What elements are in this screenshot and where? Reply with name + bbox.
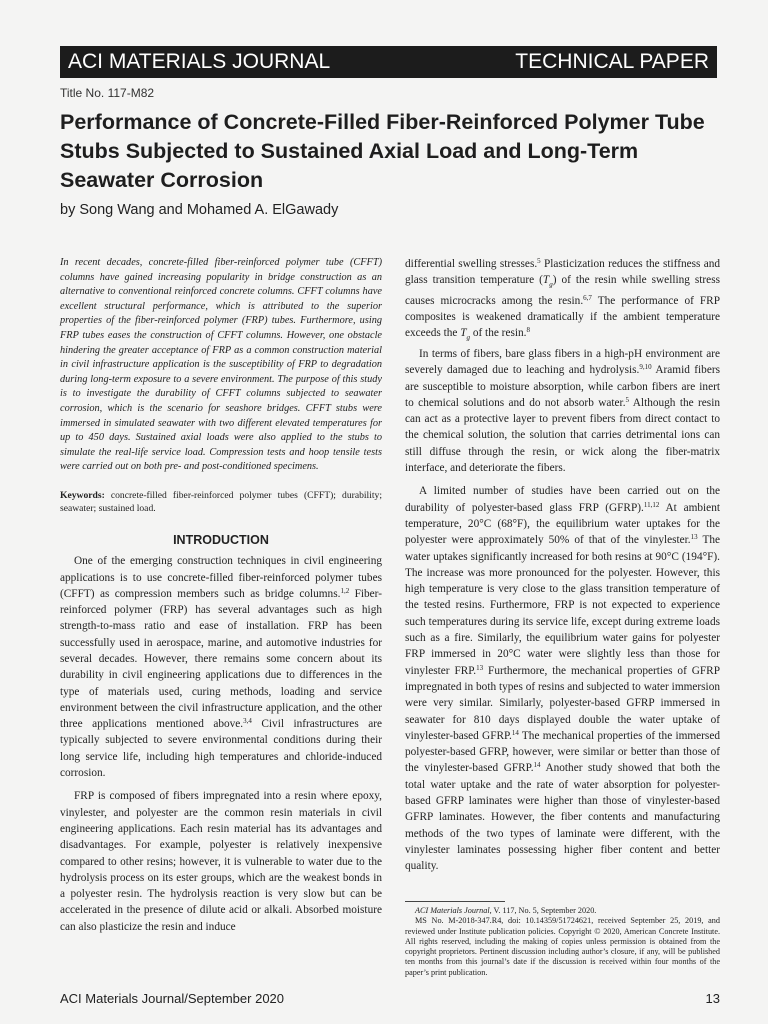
citation: 11,12 (643, 500, 660, 509)
footnote (405, 906, 720, 978)
keywords-text: concrete-filled fiber-reinforced polymer tubes (CFFT); durability; seawater; sustained load. (60, 489, 383, 514)
citation: 5 (625, 395, 630, 404)
intro-paragraph-1: One of the emerging construction techniques in civil engineering applications is to use concrete-filled fiber-reinforced polymer tubes (CFFT) as compression members such as bridge columns.$^{1,2}$ Fiber-reinforced polymer (FRP) has several advantages such as high strength-to-mass ratio and ease of installation. FRP has been successfully used in aerospace, marine, and automotive industries for several decades. However, there remains some concern about its durability in civil engineering applications due to differences in the type of materials used, curing methods, loading and service environment between the civil infrastructure application, and the other three applications mentioned above.$^{3,4}$ Civil infrastructures are typically subjected to severe environmental conditions during their long service life, including high temperatures and chloride-induced corrosion. (60, 555, 383, 780)
citation: 13 (476, 663, 484, 672)
journal-name: ACI MATERIALS JOURNAL (68, 50, 331, 73)
intro-paragraph-2: FRP is composed of fibers impregnated into a resin where epoxy, vinylester, and polyester are the common resin materials in civil engineering applications. Each resin material has its advantages and disadvantages. For example, polyester is relatively inexpensive compared to other resins; however, it is vulnerable to water due to the hydrolysis process on its ester groups, which are the weakest bonds in a polyester resin. The hydrolysis reaction is very slow but can be accelerated in the presence of dilute acid or alkali. Absorbed moisture can also plasticize the resin and induce (60, 790, 382, 933)
citation: 8 (526, 326, 530, 335)
citation: 13 (690, 533, 698, 542)
citation: 1,2 (340, 586, 350, 595)
footnote-meta: MS No. M-2018-347.R4, doi: 10.14359/51724621, received September 25, 2019, and reviewed under Institute publication policies. Copyright © 2020, American Concrete Institute. All rights reserved, including the making of copies unless permission is obtained from the copyright proprietors. Pertinent discussion including author’s closure, if any, will be published ten months from this journal’s date if the discussion is received within four months of the paper’s print publication. (405, 916, 720, 977)
body-paragraph-1: differential swelling stresses.$^5$ Plasticization reduces the stiffness and glass transition temperature $(T_g)$ of the resin while swelling stress causes microcracks among the resin.$^{6,7}$ The performance of FRP composites is weakened dramatically if the ambient temperature exceeds the $T_g$ of the resin.$^8$ (405, 257, 721, 342)
body-paragraph-3: A limited number of studies have been carried out on the durability of polyester-based glass FRP (GFRP).$^{11,12}$ At ambient temperature, 20°C (68°F), the equilibrium water uptakes for the polyester were approximately 50% of that of the vinylester.$^{13}$ The water uptakes significantly increased for both resins at 90°C (194°F). The increase was more pronounced for the polyester. However, this high temperature is very close to the glass transition temperature of the tested resins. Furthermore, FRP is not expected to experience such temperatures during its service life, except during extreme loads such as a fire. Similarly, the equilibrium water gains for polyester FRP immersed in 20°C water were slightly less than those for vinylester FRP.$^{13}$ Furthermore, the mechanical properties of GFRP impregnated in both types of resins and subjected to water immersion were very similar. Similarly, polyester-based GFRP immersed in seawater for 810 days displayed double the water uptake of vinylester-based GFRP.$^{14}$ The mechanical properties of the immersed polyester-based GFRP, however, were similar or better than those of the vinylester-based GFRP.$^{14}$ Another study showed that both the total water uptake and the rate of water absorption for polyester-based GFRP laminates were higher than those of vinylester-based GFRP laminates. However, the fiber contents and manufacturing methods of the two types of laminate were different, with the vinylester laminates possessing higher fiber content and better quality. (405, 485, 721, 873)
page-number: 13 (705, 991, 720, 1006)
footnote-journal: ACI Materials Journal, V. 117, No. 5, September 2020. (415, 906, 597, 915)
citation: 9,10 (639, 363, 652, 372)
paper-type: TECHNICAL PAPER (515, 50, 709, 73)
introduction-heading: INTRODUCTION (173, 532, 269, 547)
citation: 6,7 (583, 293, 592, 302)
footnote-divider (405, 901, 505, 902)
citation: 14 (511, 728, 519, 737)
keywords (60, 489, 382, 515)
citation: 3,4 (243, 717, 252, 726)
abstract: In recent decades, concrete-filled fiber-reinforced polymer tube (CFFT) columns have gained increasing popularity in bridge construction as an alternative to conventional reinforced concrete columns. CFFT columns have excellent structural performance, which is attributed to the superior properties of the fiber-reinforced polymer (FRP) tubes. Furthermore, using FRP tubes eases the construction of CFFT columns. However, one obstacle hindering the greater acceptance of FRP as a common construction material in civil infrastructure application is the susceptibility of FRP to degradation during long-term exposure to a severe environment. The purpose of this study is to investigate the durability of CFFT columns subjected to seawater corrosion, which is the scenario for seashore bridges. CFFT stubs were immersed in simulated seawater with two different elevated temperatures for up to 450 days. Sustained axial loads were also applied to the stubs to simulate the real-life service load. Compression tests and hoop tensile tests were carried out on both pre- and post-conditioned specimens. (60, 257, 382, 473)
paper-title: Performance of Concrete-Filled Fiber-Reinforced Polymer Tube Stubs Subjected to Sustained Axial Load and Long-Term Seawater Corrosion (60, 110, 705, 192)
right-column (405, 256, 720, 874)
body-paragraph-2: In terms of fibers, bare glass fibers in a high-pH environment are severely damaged due to leaching and hydrolysis.$^{9,10}$ Aramid fibers are susceptible to moisture absorption, while carbon fibers are inert to chemical solutions and do not absorb water.$^5$ Although the resin can act as a protective layer to prevent fibers from direct contact to the chemical solution, the solution that carries detrimental ions can still diffuse through the resin, or wick along the fiber-matrix interface, and deteriorate the fibers. (405, 347, 720, 475)
title-number: Title No. 117-M82 (60, 86, 155, 100)
left-column (60, 256, 382, 935)
citation: 5 (537, 257, 541, 265)
citation: 14 (533, 761, 541, 770)
footer-journal: ACI Materials Journal/September 2020 (60, 991, 285, 1006)
journal-header-bar (60, 46, 717, 78)
authors-line: by Song Wang and Mohamed A. ElGawady (60, 202, 339, 218)
keywords-label: Keywords: (60, 489, 105, 501)
